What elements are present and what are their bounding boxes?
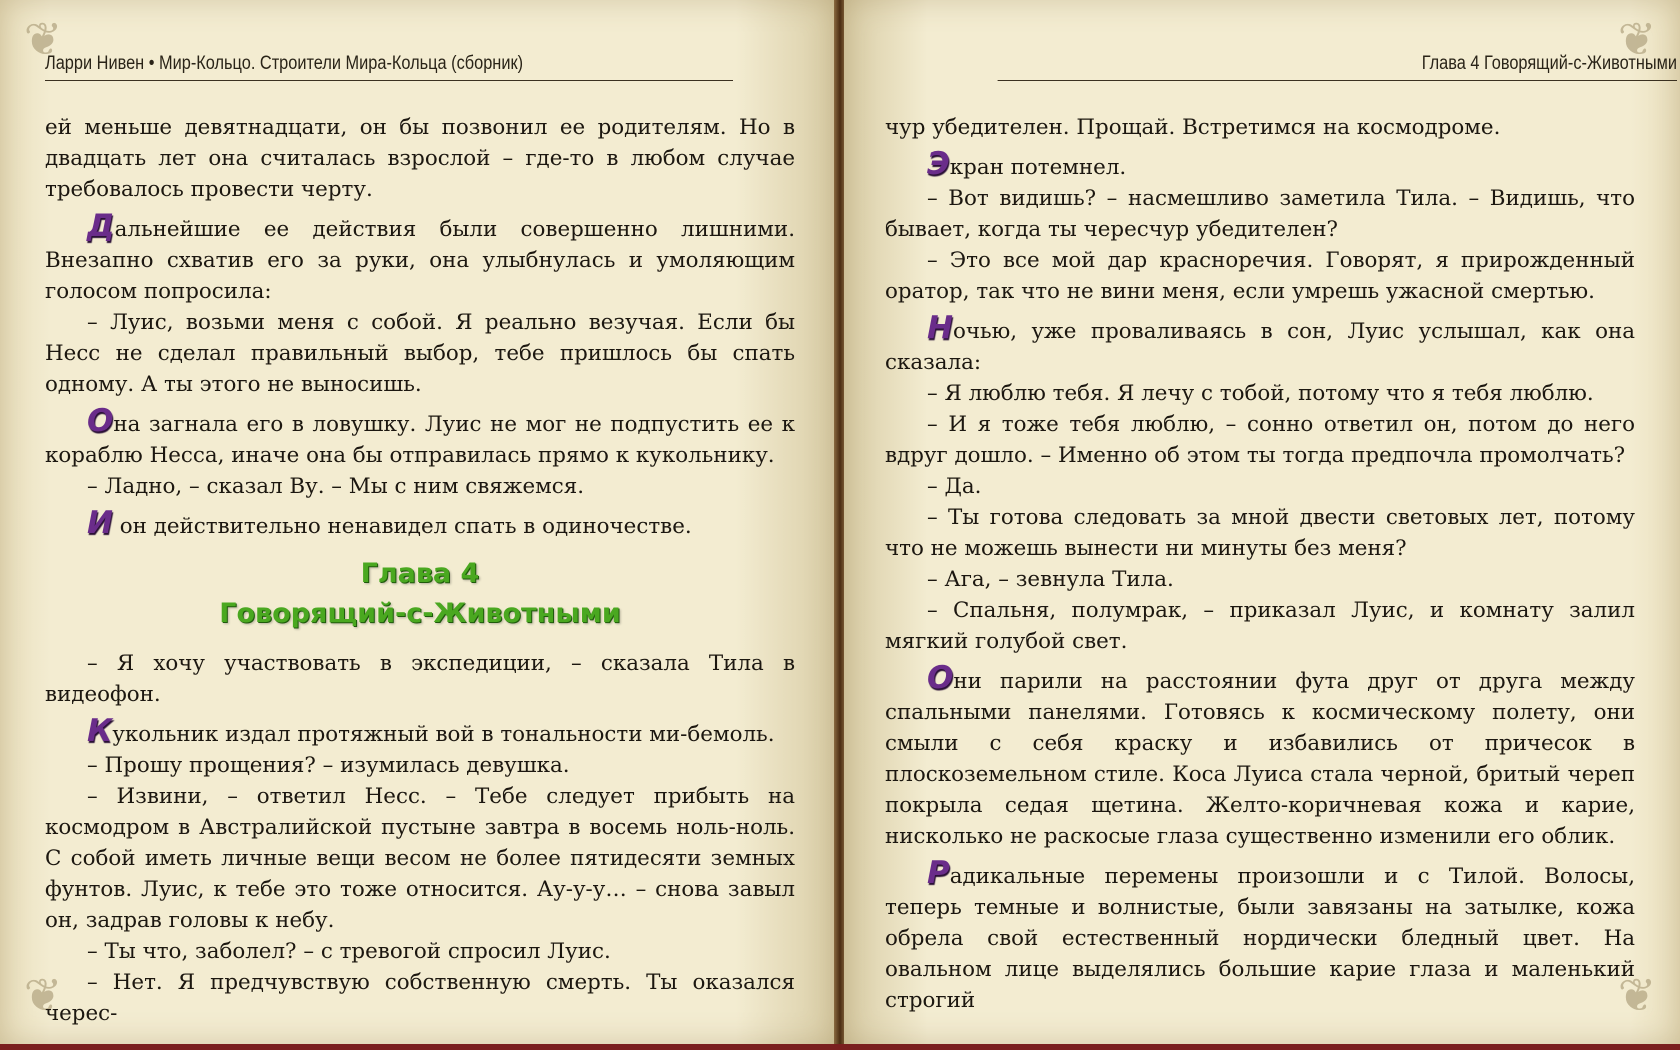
- chapter-title: Глава 4: [360, 558, 480, 589]
- drop-cap: Р: [927, 855, 950, 891]
- paragraph: – Ты готова следовать за мной двести световых лет, потому что не можешь вынести ни минуты без меня?: [885, 505, 1635, 561]
- paragraph: – Прошу прощения? – изумилась девушка.: [87, 753, 570, 778]
- paragraph: – Спальня, полумрак, – приказал Луис, и комнату залил мягкий голубой свет.: [885, 598, 1635, 654]
- paragraph: [45, 505, 795, 542]
- left-page[interactable]: [0, 0, 836, 1044]
- drop-cap: О: [87, 403, 114, 439]
- drop-cap: Н: [927, 310, 953, 346]
- chapter-subtitle: Говорящий-с-Животными: [219, 598, 621, 629]
- paragraph: – Да.: [927, 474, 982, 499]
- paragraph: – Ты что, заболел? – с тревогой спросил Луис.: [87, 939, 611, 964]
- paragraph: – Вот видишь? – насмешливо заметила Тила. – Видишь, что бывает, когда ты чересчур убедителен?: [885, 186, 1635, 242]
- paragraph: – Я хочу участвовать в экспедиции, – сказала Тила в видеофон.: [45, 651, 795, 707]
- drop-cap: И: [87, 505, 113, 541]
- paragraph: – Ага, – зевнула Тила.: [927, 567, 1174, 592]
- running-header-left: Ларри Нивен • Мир-Кольцо. Строители Мира-Кольца (сборник): [45, 48, 733, 81]
- drop-cap: Д: [87, 208, 115, 244]
- paragraph-text: укольник издал протяжный вой в тональности ми-бемоль.: [112, 722, 775, 747]
- corner-ornament-icon: ❦: [23, 12, 63, 66]
- paragraph: [45, 208, 795, 307]
- paragraph: – Ладно, – сказал Ву. – Мы с ним свяжемся.: [87, 474, 585, 499]
- drop-cap: К: [87, 713, 113, 749]
- paragraph-text: очью, уже проваливаясь в сон, Луис услышал, как она сказала:: [885, 319, 1635, 375]
- paragraph: [45, 403, 795, 471]
- corner-ornament-icon: ❦: [1617, 968, 1657, 1022]
- corner-ornament-icon: ❦: [1617, 12, 1657, 66]
- corner-ornament-icon: ❦: [23, 968, 63, 1022]
- book-bottom-edge: [0, 1044, 1680, 1050]
- paragraph: – Извини, – ответил Несс. – Тебе следует прибыть на космодром в Австралийской пустыне завтра в восемь ноль-ноль. С собой иметь личные вещи весом не более пятидесяти земных фунтов. Луис, к тебе это тоже относится. Ау-у-у… – снова завыл он, задрав головы к небу.: [45, 784, 795, 933]
- paragraph: ей меньше девятнадцати, он бы позвонил ее родителям. Но в двадцать лет она считалась взрослой – где-то в любом случае требовалось провести черту.: [45, 115, 795, 202]
- right-page[interactable]: [844, 0, 1680, 1044]
- paragraph: [45, 713, 795, 750]
- paragraph-text: ни парили на расстоянии фута друг от друга между спальными панелями. Готовясь к космическому полету, они смыли с себя краску и избавились от причесок в плоскоземельном стиле. Коса Луиса стала черной, бритый череп покрыла седая щетина. Желто-коричневая кожа и карие, нисколько не раскосые глаза существенно изменили его облик.: [885, 669, 1635, 849]
- running-header-right: Глава 4 Говорящий-с-Животными: [998, 48, 1677, 81]
- paragraph-text: на загнала его в ловушку. Луис не мог не подпустить ее к кораблю Несса, иначе она бы отправилась прямо к кукольнику.: [45, 412, 795, 468]
- left-page-text: [45, 112, 795, 1029]
- drop-cap: Э: [927, 146, 950, 182]
- paragraph: – Нет. Я предчувствую собственную смерть. Ты оказался черес-: [45, 970, 795, 1026]
- paragraph: [885, 310, 1635, 378]
- paragraph: – И я тоже тебя люблю, – сонно ответил он, потом до него вдруг дошло. – Именно об этом ты тогда предпочла промолчать?: [885, 412, 1635, 468]
- right-page-text: [885, 112, 1635, 1016]
- paragraph-text: адикальные перемены произошли и с Тилой. Волосы, теперь темные и волнистые, были завязаны на затылке, кожа обрела свой естественный нордически бледный цвет. На овальном лице выделялись большие карие глаза и маленький строгий: [885, 864, 1635, 1013]
- paragraph: [885, 146, 1635, 183]
- chapter-heading: [45, 554, 795, 634]
- paragraph: – Луис, возьми меня с собой. Я реально везучая. Если бы Несс не сделал правильный выбор, тебе пришлось бы спать одному. А ты этого не выносишь.: [45, 310, 795, 397]
- paragraph: – Я люблю тебя. Я лечу с тобой, потому что я тебя люблю.: [927, 381, 1594, 406]
- paragraph: – Это все мой дар красноречия. Говорят, я прирожденный оратор, так что не вини меня, если умрешь ужасной смертью.: [885, 248, 1635, 304]
- paragraph-text: кран потемнел.: [949, 155, 1127, 180]
- paragraph: [885, 660, 1635, 852]
- paragraph-text: он действительно ненавидел спать в одиночестве.: [112, 514, 692, 539]
- paragraph-text: альнейшие ее действия были совершенно лишними. Внезапно схватив его за руки, она улыбнулась и умоляющим голосом попросила:: [45, 217, 795, 304]
- paragraph: чур убедителен. Прощай. Встретимся на космодроме.: [885, 115, 1501, 140]
- drop-cap: О: [927, 660, 954, 696]
- paragraph: [885, 855, 1635, 1016]
